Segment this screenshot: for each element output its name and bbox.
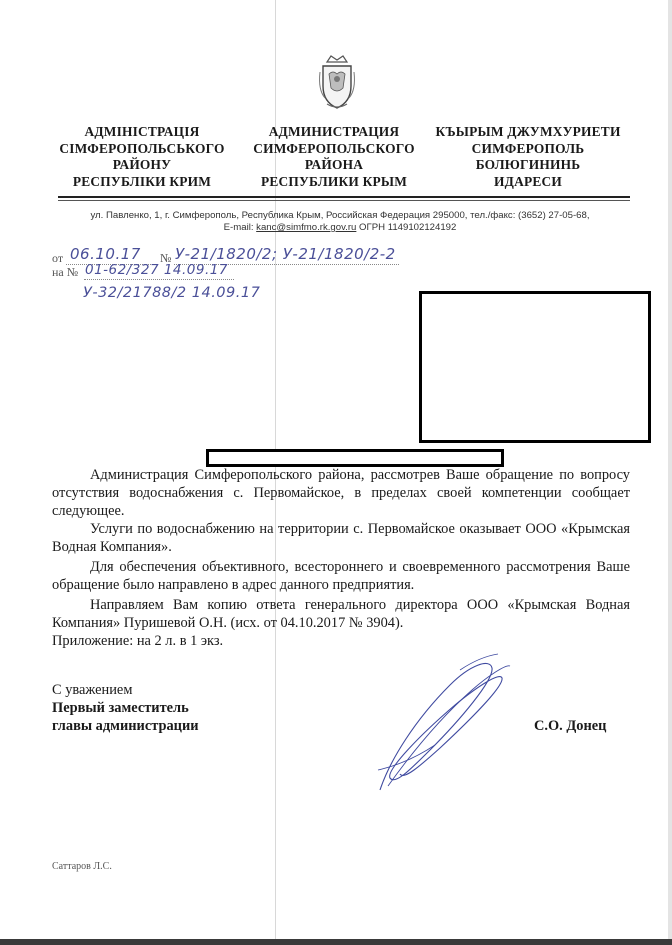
reference-underline <box>84 279 234 280</box>
header-rus-line: РАЙОНА <box>304 157 364 172</box>
handwritten-signature <box>360 650 520 795</box>
attachment-note <box>52 632 630 650</box>
header-crimean-line: БОЛЮГИНИНЬ <box>475 157 581 172</box>
handwritten-date: 06.10.17 <box>70 245 141 263</box>
attachment-text: Приложение: на 2 л. в 1 экз. <box>52 633 224 649</box>
email-label: E-mail: <box>223 222 257 233</box>
handwritten-reference: 01-62/327 14.09.17 <box>85 262 228 278</box>
header-crimean-line: СИМФЕРОПОЛЬ <box>471 140 585 156</box>
redacted-salutation <box>206 449 504 467</box>
paragraph <box>52 558 630 594</box>
paragraph-text: Администрация Симферопольского района, рассмотрев Ваше обращение по вопросу отсутствия водоснабжения с. Первомайское, в пределах своей компетенции сообщает следующее. <box>52 467 630 519</box>
header-crimean-line: КЪЫРЫМ ДЖУМХУРИЕТИ <box>435 124 621 139</box>
header-rus-line: РЕСПУБЛИКИ КРЫМ <box>260 173 408 189</box>
paragraph-text: Услуги по водоснабжению на территории с. Первомайское оказывает ООО «Крымская Водная Компания». <box>52 521 630 555</box>
paragraph <box>52 596 630 632</box>
header-ukr-line: СІМФЕРОПОЛЬСЬКОГО <box>59 140 225 156</box>
ogrn-text: ОГРН 1149102124192 <box>356 222 457 233</box>
executor-name: Саттаров Л.С. <box>52 861 112 872</box>
paragraph <box>52 466 630 520</box>
header-rus-line: АДМИНИСТРАЦИЯ <box>268 124 400 139</box>
date-label: от <box>52 251 64 265</box>
handwritten-number: У-21/1820/2; У-21/1820/2-2 <box>175 245 396 263</box>
email-link[interactable]: kanc@simfmo.rk.gov.ru <box>256 222 357 233</box>
paragraph-text: Для обеспечения объективного, всестороннего и своевременного рассмотрения Ваше обращение было направлено в адрес данного предприятия. <box>52 559 630 593</box>
redacted-recipient-block <box>419 291 651 443</box>
number-label: № <box>160 251 172 265</box>
closing-regards: С уважением <box>52 682 133 698</box>
paragraph-text: Направляем Вам копию ответа генерального директора ООО «Крымская Водная Компания» Пуришевой О.Н. (исх. от 04.10.2017 № 3904). <box>52 597 630 631</box>
paragraph <box>52 520 630 556</box>
page-edge-bottom <box>0 939 672 945</box>
signer-name: С.О. Донец <box>534 718 607 734</box>
header-ukr-line: РЕСПУБЛІКИ КРИМ <box>72 173 212 189</box>
handwritten-reference-2: У-32/21788/2 14.09.17 <box>83 285 261 301</box>
signer-position: главы администрации <box>52 718 199 734</box>
header-ukrainian <box>42 124 242 190</box>
header-crimean-line: ИДАРЕСИ <box>494 173 562 189</box>
signer-position: Первый заместитель <box>52 700 189 716</box>
header-russian <box>234 124 434 190</box>
header-ukr-line: РАЙОНУ <box>112 157 172 172</box>
header-crimean-tatar <box>428 124 628 190</box>
header-ukr-line: АДМІНІСТРАЦІЯ <box>84 124 200 139</box>
header-divider-thin <box>58 200 630 201</box>
address-line: ул. Павленко, 1, г. Симферополь, Республика Крым, Российская Федерация 295000, тел./факс: (3652) 27-05-68, <box>90 210 590 221</box>
contact-line <box>40 222 640 234</box>
coat-of-arms-emblem <box>317 52 357 112</box>
reference-label: на № <box>52 265 79 279</box>
header-rus-line: СИМФЕРОПОЛЬСКОГО <box>253 140 415 156</box>
header-divider-thick <box>58 196 630 198</box>
page-edge-right <box>668 0 672 945</box>
